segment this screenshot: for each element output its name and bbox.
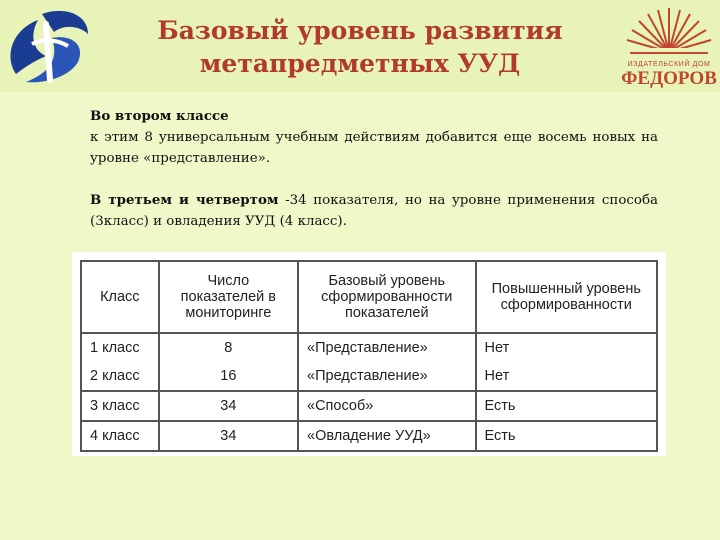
para2-heading: В третьем и четвертом xyxy=(90,192,279,208)
cell-count: 34 xyxy=(159,421,298,451)
cell-advanced: Есть xyxy=(476,391,657,421)
cell-basic: «Представление» xyxy=(298,333,476,362)
cell-class: 3 класс xyxy=(81,391,159,421)
header-count: Число показателей в мониторинге xyxy=(159,261,298,333)
para1-text: к этим 8 универсальным учебным действиям добавится еще восемь новых на уровне «представление». xyxy=(90,130,658,166)
cell-count: 16 xyxy=(159,362,298,391)
table-row xyxy=(81,421,657,451)
table-header-row xyxy=(81,261,657,333)
title-line-2: метапредметных УУД xyxy=(199,49,521,78)
levels-table xyxy=(80,260,658,452)
cell-advanced: Нет xyxy=(476,362,657,391)
table-row xyxy=(81,333,657,362)
title-line-1: Базовый уровень развития xyxy=(157,16,563,45)
publisher-small-text: ИЗДАТЕЛЬСКИЙ ДОМ xyxy=(627,61,711,68)
paragraph-third-fourth-grade xyxy=(90,190,658,232)
para2-text: -34 показателя, но на уровне применения способа (3класс) и овладения УУД (4 класс). xyxy=(90,193,658,229)
cell-class: 4 класс xyxy=(81,421,159,451)
paragraph-second-grade xyxy=(90,106,658,169)
cell-basic: «Овладение УУД» xyxy=(298,421,476,451)
cell-advanced: Есть xyxy=(476,421,657,451)
cell-class: 2 класс xyxy=(81,362,159,391)
cell-count: 8 xyxy=(159,333,298,362)
header-band xyxy=(0,0,720,92)
table-row xyxy=(81,391,657,421)
page-title xyxy=(140,14,580,80)
header-advanced-level: Повышенный уровень сформированности xyxy=(476,261,657,333)
publisher-emblem-icon xyxy=(2,4,94,88)
sunburst-icon xyxy=(627,8,711,52)
cell-count: 34 xyxy=(159,391,298,421)
para1-heading: Во втором классе xyxy=(90,108,229,124)
header-class: Класс xyxy=(81,261,159,333)
cell-basic: «Способ» xyxy=(298,391,476,421)
header-basic-level: Базовый уровень сформированности показателей xyxy=(298,261,476,333)
publisher-name-text: ФЕДОРОВ xyxy=(621,68,717,89)
table-row xyxy=(81,362,657,391)
table-panel xyxy=(72,252,666,456)
cell-advanced: Нет xyxy=(476,333,657,362)
cell-basic: «Представление» xyxy=(298,362,476,391)
cell-class: 1 класс xyxy=(81,333,159,362)
publisher-logo xyxy=(620,2,718,90)
description-text xyxy=(90,106,658,232)
